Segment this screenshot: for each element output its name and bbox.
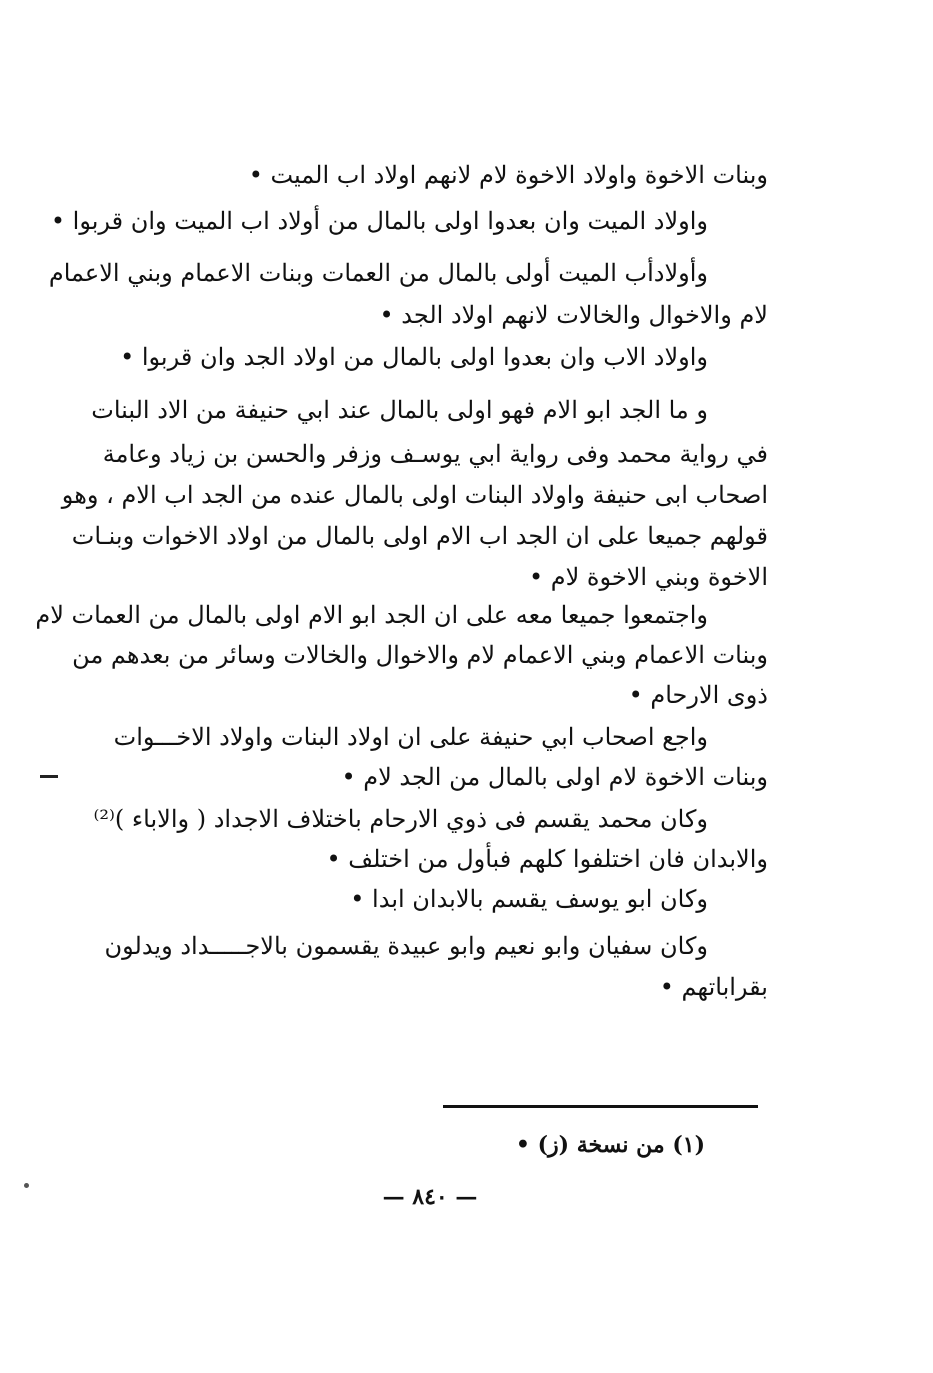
- text-line-5: واولاد الاب وان بعدوا اولى بالمال من اولاد الجد وان قربوا •: [120, 343, 708, 371]
- text-line-15: وبنات الاخوة لام اولى بالمال من الجد لام •: [341, 763, 768, 791]
- text-line-10: الاخوة وبني الاخوة لام •: [528, 563, 768, 591]
- text-line-8: اصحاب ابى حنيفة واولاد البنات اولى بالمال عنده من الجد اب الام ، وهو: [61, 481, 768, 509]
- text-line-1: وبنات الاخوة واولاد الاخوة لام لانهم اولاد اب الميت •: [248, 161, 768, 189]
- text-line-9: قولهم جميعا على ان الجد اب الام اولى بالمال من اولاد الاخوات وبنـات: [71, 522, 768, 550]
- footnote: (١) من نسخة (ز) •: [515, 1132, 705, 1158]
- text-line-6: و ما الجد ابو الام فهو اولى بالمال عند ابي حنيفة من الاد البنات: [91, 396, 708, 424]
- scan-speck: [24, 1183, 29, 1188]
- text-line-11: واجتمعوا جميعا معه على ان الجد ابو الام اولى بالمال من العمات لام: [35, 601, 708, 629]
- text-line-19: وكان سفيان وابو نعيم وابو عبيدة يقسمون بالاجـــــداد ويدلون: [104, 932, 708, 960]
- footnote-separator: [443, 1105, 758, 1108]
- text-line-4: لام والاخوال والخالات لانهم اولاد الجد •: [379, 301, 768, 329]
- text-line-7: في رواية محمد وفى رواية ابي يوسـف وزفر والحسن بن زياد وعامة: [102, 440, 768, 468]
- text-line-18: وكان ابو يوسف يقسم بالابدان ابدا •: [350, 885, 708, 913]
- text-line-20: بقراباتهم •: [659, 973, 768, 1001]
- page-number: — ٨٤٠ —: [382, 1184, 478, 1210]
- text-line-13: ذوى الارحام •: [628, 681, 768, 709]
- text-line-17: والابدان فان اختلفوا كلهم فبأول من اختلف •: [326, 845, 768, 873]
- margin-mark: [40, 775, 58, 778]
- text-line-14: واجع اصحاب ابي حنيفة على ان اولاد البنات واولاد الاخـــوات: [113, 723, 708, 751]
- text-line-3: وأولادأب الميت أولى بالمال من العمات وبنات الاعمام وبني الاعمام: [48, 259, 708, 287]
- text-line-2: واولاد الميت وان بعدوا اولى بالمال من أولاد اب الميت وان قربوا •: [50, 207, 708, 235]
- text-line-16: وكان محمد يقسم فى ذوي الارحام باختلاف الاجداد ( والاباء )⁽²⁾: [93, 805, 708, 833]
- text-line-12: وبنات الاعمام وبني الاعمام لام والاخوال والخالات وسائر من بعدهم من: [72, 641, 768, 669]
